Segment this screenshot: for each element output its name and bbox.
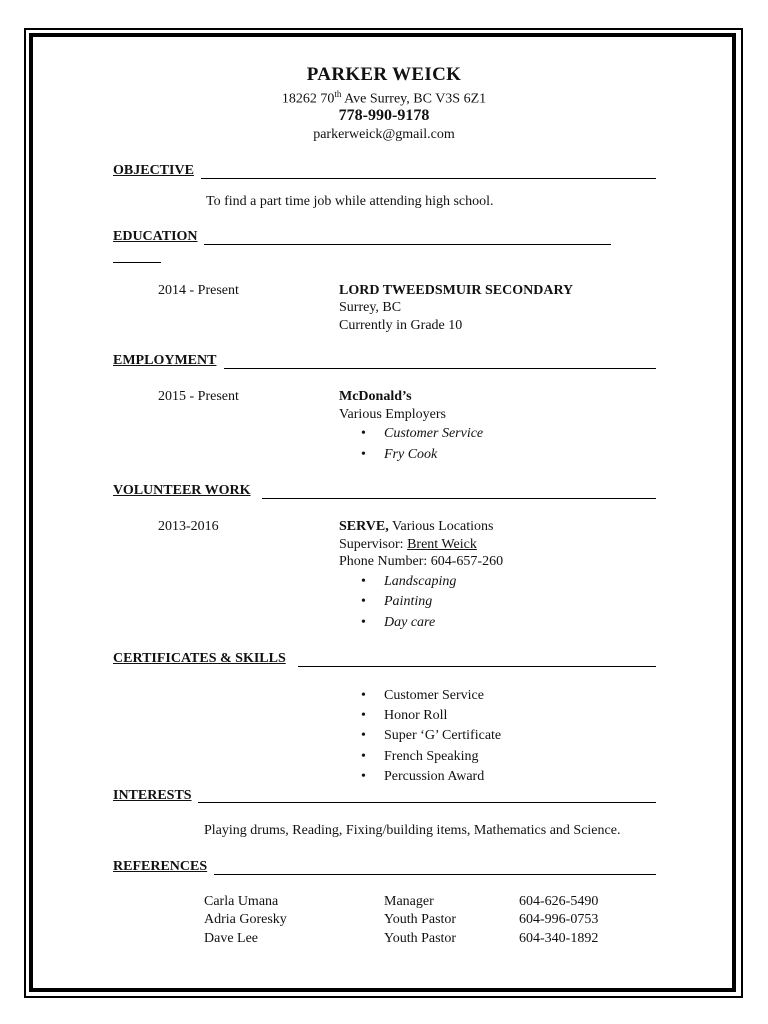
resume-name: PARKER WEICK xyxy=(306,64,462,85)
employment-dates: 2015 - Present xyxy=(158,389,239,404)
reference-name: Adria Goresky xyxy=(204,912,287,927)
objective-heading: OBJECTIVE xyxy=(113,163,194,178)
certificate-item: • Customer Service xyxy=(384,688,484,704)
reference-role: Manager xyxy=(384,894,434,909)
objective-rule xyxy=(201,178,656,179)
reference-phone: 604-340-1892 xyxy=(519,931,599,946)
employment-rule xyxy=(224,368,656,369)
volunteer-phone: Phone Number: 604-657-260 xyxy=(339,554,504,569)
education-detail: Currently in Grade 10 xyxy=(339,318,463,333)
supervisor-name: Brent Weick xyxy=(407,537,477,552)
volunteer-org: SERVE, xyxy=(339,519,389,534)
education-dates: 2014 - Present xyxy=(158,283,239,298)
volunteer-heading: VOLUNTEER WORK xyxy=(113,483,251,498)
employment-duty: • Fry Cook xyxy=(384,447,437,463)
education-heading: EDUCATION xyxy=(113,229,198,244)
education-rule-continued xyxy=(113,262,161,263)
interests-text: Playing drums, Reading, Fixing/building items, Mathematics and Science. xyxy=(204,823,621,838)
education-location: Surrey, BC xyxy=(339,300,402,315)
interests-rule xyxy=(198,802,656,803)
phone-number: 778-990-9178 xyxy=(338,107,430,124)
reference-name: Dave Lee xyxy=(204,931,259,946)
address-rest: Ave Surrey, BC V3S 6Z1 xyxy=(341,91,487,107)
volunteer-duty: • Landscaping xyxy=(384,574,456,590)
reference-phone: 604-996-0753 xyxy=(519,912,599,927)
certificate-item: • Honor Roll xyxy=(384,708,447,724)
reference-name: Carla Umana xyxy=(204,894,279,909)
certificates-heading: CERTIFICATES & SKILLS xyxy=(113,651,286,666)
reference-role: Youth Pastor xyxy=(384,912,457,927)
volunteer-duty: • Painting xyxy=(384,594,432,610)
employment-employer: McDonald’s xyxy=(339,389,412,404)
volunteer-duty: • Day care xyxy=(384,615,435,631)
volunteer-org-line xyxy=(339,519,493,535)
address-ordinal: th xyxy=(334,89,342,99)
supervisor-label: Supervisor: xyxy=(339,537,408,552)
certificate-item: • Percussion Award xyxy=(384,769,484,785)
reference-phone: 604-626-5490 xyxy=(519,894,599,909)
employment-subtitle: Various Employers xyxy=(339,407,446,422)
interests-heading: INTERESTS xyxy=(113,788,192,803)
volunteer-supervisor-line xyxy=(339,537,477,553)
reference-role: Youth Pastor xyxy=(384,931,457,946)
address xyxy=(0,89,768,108)
objective-text: To find a part time job while attending high school. xyxy=(206,194,494,209)
employment-duty: • Customer Service xyxy=(384,426,483,442)
employment-heading: EMPLOYMENT xyxy=(113,353,217,368)
references-heading: REFERENCES xyxy=(113,859,208,874)
email-address: parkerweick@gmail.com xyxy=(313,127,455,142)
education-school: LORD TWEEDSMUIR SECONDARY xyxy=(339,283,574,298)
volunteer-dates: 2013-2016 xyxy=(158,519,219,534)
certificate-item: • French Speaking xyxy=(384,749,478,765)
volunteer-org-rest: Various Locations xyxy=(388,519,494,534)
certificate-item: • Super ‘G’ Certificate xyxy=(384,728,501,744)
references-rule xyxy=(214,874,656,875)
address-number: 18262 70 xyxy=(281,91,335,107)
certificates-rule xyxy=(298,666,656,667)
volunteer-rule xyxy=(262,498,656,499)
education-rule xyxy=(204,244,611,245)
